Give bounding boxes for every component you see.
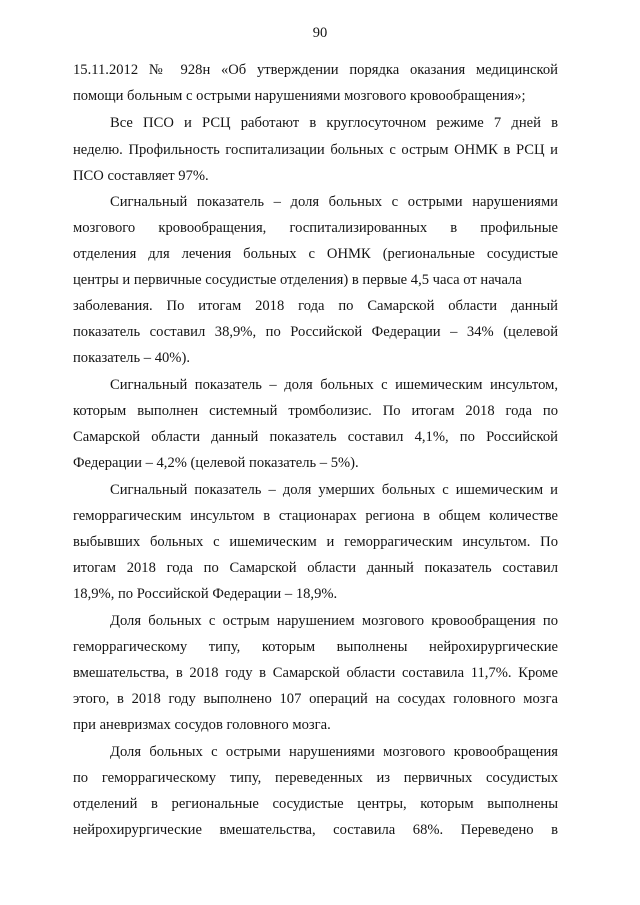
paragraph-line: ПСО составляет 97%.: [73, 168, 209, 184]
paragraph-line: геморрагическим инсультом в стационарах региона в общем количестве: [73, 508, 558, 524]
paragraph-line: по геморрагическому типу, переведенных из первичных сосудистых: [73, 770, 558, 786]
paragraph-line: неделю. Профильность госпитализации больных с острым ОНМК в РСЦ и: [73, 142, 558, 158]
paragraph-line: Все ПСО и РСЦ работают в круглосуточном режиме 7 дней в: [110, 115, 558, 131]
paragraph-line: которым выполнен системный тромболизис. По итогам 2018 года по: [73, 403, 558, 419]
page-number: 90: [312, 25, 328, 41]
paragraph-line: нейрохирургические вмешательства, составила 68%. Переведено в: [73, 822, 558, 838]
paragraph-line: геморрагическому типу, которым выполнены нейрохирургические: [73, 639, 558, 655]
paragraph-line: итогам 2018 года по Самарской области данный показатель составил: [73, 560, 558, 576]
paragraph-line: Доля больных с острыми нарушениями мозгового кровообращения: [110, 744, 558, 760]
paragraph-line: Сигнальный показатель – доля умерших больных с ишемическим и: [110, 482, 558, 498]
paragraph-line: Доля больных с острым нарушением мозгового кровообращения по: [110, 613, 558, 629]
paragraph-line: выбывших больных с ишемическим и геморрагическим инсультом. По: [73, 534, 558, 550]
paragraph-line: при аневризмах сосудов головного мозга.: [73, 717, 331, 733]
paragraph-line: показатель – 40%).: [73, 350, 190, 366]
paragraph-line: показатель составил 38,9%, по Российской Федерации – 34% (целевой: [73, 324, 558, 340]
paragraph-line: отделений в региональные сосудистые центры, которым выполнены: [73, 796, 558, 812]
paragraph-line: заболевания. По итогам 2018 года по Самарской области данный: [73, 298, 558, 314]
paragraph-line: 18,9%, по Российской Федерации – 18,9%.: [73, 586, 338, 602]
paragraph-line: Сигнальный показатель – доля больных с острыми нарушениями: [110, 194, 558, 210]
paragraph-line: отделения для лечения больных с ОНМК (региональные сосудистые: [73, 246, 558, 262]
paragraph-line: 15.11.2012 № 928н «Об утверждении порядка оказания медицинской: [73, 62, 558, 78]
paragraph-line: Сигнальный показатель – доля больных с ишемическим инсультом,: [110, 377, 558, 393]
paragraph-line: этого, в 2018 году выполнено 107 операций на сосудах головного мозга: [73, 691, 558, 707]
paragraph-line: вмешательства, в 2018 году в Самарской области составила 11,7%. Кроме: [73, 665, 558, 681]
paragraph-line: центры и первичные сосудистые отделения) в первые 4,5 часа от начала: [73, 272, 522, 288]
paragraph-line: Федерации – 4,2% (целевой показатель – 5%).: [73, 455, 359, 471]
paragraph-line: помощи больным с острыми нарушениями мозгового кровообращения»;: [73, 88, 526, 104]
paragraph-line: мозгового кровообращения, госпитализированных в профильные: [73, 220, 558, 236]
paragraph-line: Самарской области данный показатель составил 4,1%, по Российской: [73, 429, 558, 445]
